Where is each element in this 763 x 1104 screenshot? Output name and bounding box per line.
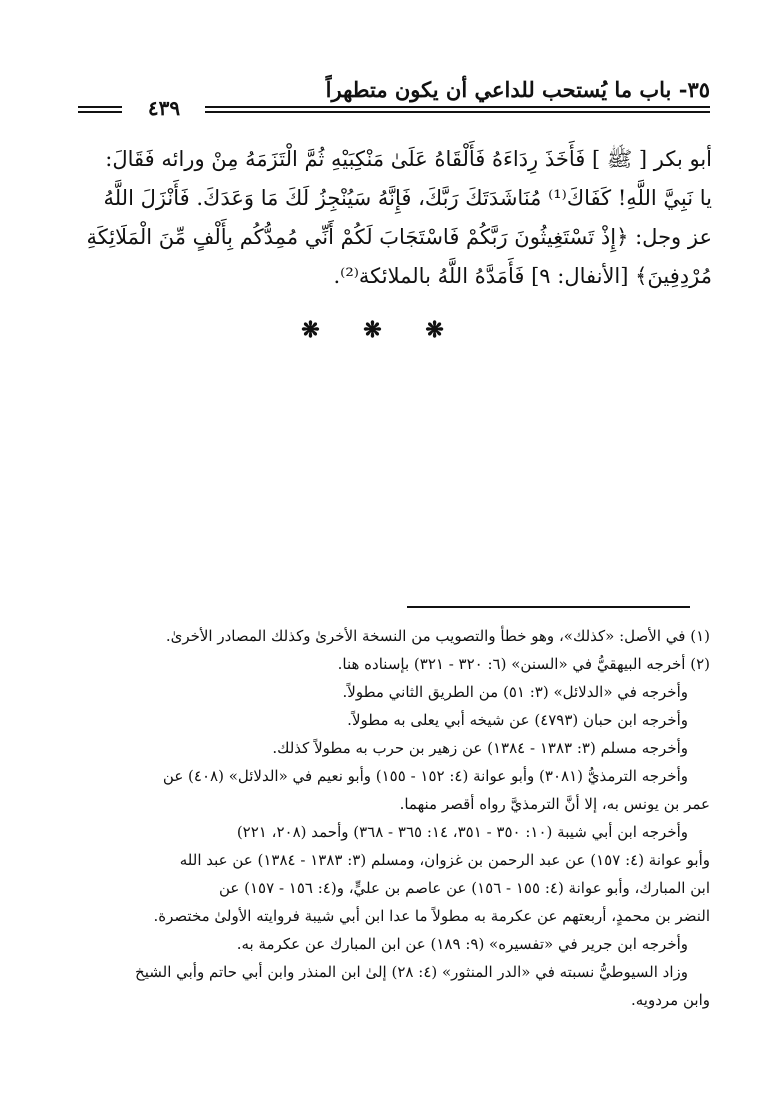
footnote-line: وأخرجه ابن أبي شيبة (١٠: ٣٥٠ - ٣٥١، ١٤: ٣٦٥ - ٣٦٨) وأحمد (٢٠٨، ٢٢١) (236, 823, 688, 841)
footnote-line: وأخرجه الترمذيُّ (٣٠٨١) وأبو عوانة (٤: ١٥٢ - ١٥٥) وأبو نعيم في «الدلائل» (٤٠٨) عن (162, 767, 688, 785)
footnote-line: وأخرجه مسلم (٣: ١٣٨٣ - ١٣٨٤) عن زهير بن حرب به مطولاً كذلك. (272, 739, 688, 757)
chapter-title: ٣٥- باب ما يُستحب للداعي أن يكون متطهراً (325, 77, 710, 102)
body-line: يا نَبِيَّ اللَّهِ! كَفَاكَ⁽¹⁾ مُنَاشَدَتَكَ رَبَّكَ، فَإِنَّهُ سَيُنْجِزُ لَكَ مَا وَعَدَكَ. فَأَنْزَلَ اللَّهُ (103, 186, 712, 210)
footnote-line: وأبو عوانة (٤: ١٥٧) عن عبد الرحمن بن غزوان، ومسلم (٣: ١٣٨٣ - ١٣٨٤) عن عبد الله (179, 851, 710, 869)
header-rule (205, 106, 710, 113)
footnote-line: النضر بن محمدٍ، أربعتهم عن عكرمة به مطولاً ما عدا ابن أبي شيبة فروايته الأولىٰ مختصرة. (153, 907, 710, 925)
footnote-line: وأخرجه ابن حبان (٤٧٩٣) عن شيخه أبي يعلى به مطولاً. (347, 711, 688, 729)
header-rule-left (78, 106, 122, 113)
body-line: أبو بكر [ ﷺ ] فَأَخَذَ رِدَاءَهُ فَأَلْقَاهُ عَلَىٰ مَنْكِبَيْهِ ثُمَّ الْتَزَمَهُ مِنْ ورائه فَقَالَ: (105, 147, 712, 171)
footnote-line: وزاد السيوطيُّ نسبته في «الدر المنثور» (٤: ٢٨) إلىٰ ابن المنذر وابن أبي حاتم وأبي الشيخ (135, 963, 688, 981)
footnote-line: (١) في الأصل: «كذلك»، وهو خطأ والتصويب من النسخة الأخرىٰ وكذلك المصادر الأخرىٰ. (165, 627, 710, 645)
footnote-line: وأخرجه ابن جرير في «تفسيره» (٩: ١٨٩) عن ابن المبارك عن عكرمة به. (236, 935, 688, 953)
body-line: عز وجل: ﴿إِذْ تَسْتَغِيثُونَ رَبَّكُمْ فَاسْتَجَابَ لَكُمْ أَنِّي مُمِدُّكُم بِأَلْفٍ مِّنَ الْمَلَائِكَةِ (86, 225, 712, 249)
footnote-line: (٢) أخرجه البيهقيُّ في «السنن» (٦: ٣٢٠ - ٣٢١) بإسناده هنا. (337, 655, 710, 673)
page-number: ٤٣٩ (147, 96, 181, 120)
footnote-rule (407, 606, 690, 608)
main-text (74, 140, 712, 296)
footnote-line: وابن مردويه. (631, 991, 710, 1009)
footnote-line: وأخرجه في «الدلائل» (٣: ٥١) من الطريق الثاني مطولاً. (342, 683, 688, 701)
footnotes (70, 622, 710, 1014)
section-separator: ❋ ❋ ❋ (301, 317, 462, 343)
body-line: مُرْدِفِينَ﴾ [الأنفال: ٩] فَأَمَدَّهُ اللَّهُ بالملائكة⁽²⁾. (333, 264, 712, 288)
footnote-line: عمر بن يونس به، إلا أنَّ الترمذيَّ رواه أقصر منهما. (399, 795, 710, 813)
footnote-line: ابن المبارك، وأبو عوانة (٤: ١٥٥ - ١٥٦) عن عاصم بن عليٍّ، و(٤: ١٥٦ - ١٥٧) عن (219, 879, 710, 897)
